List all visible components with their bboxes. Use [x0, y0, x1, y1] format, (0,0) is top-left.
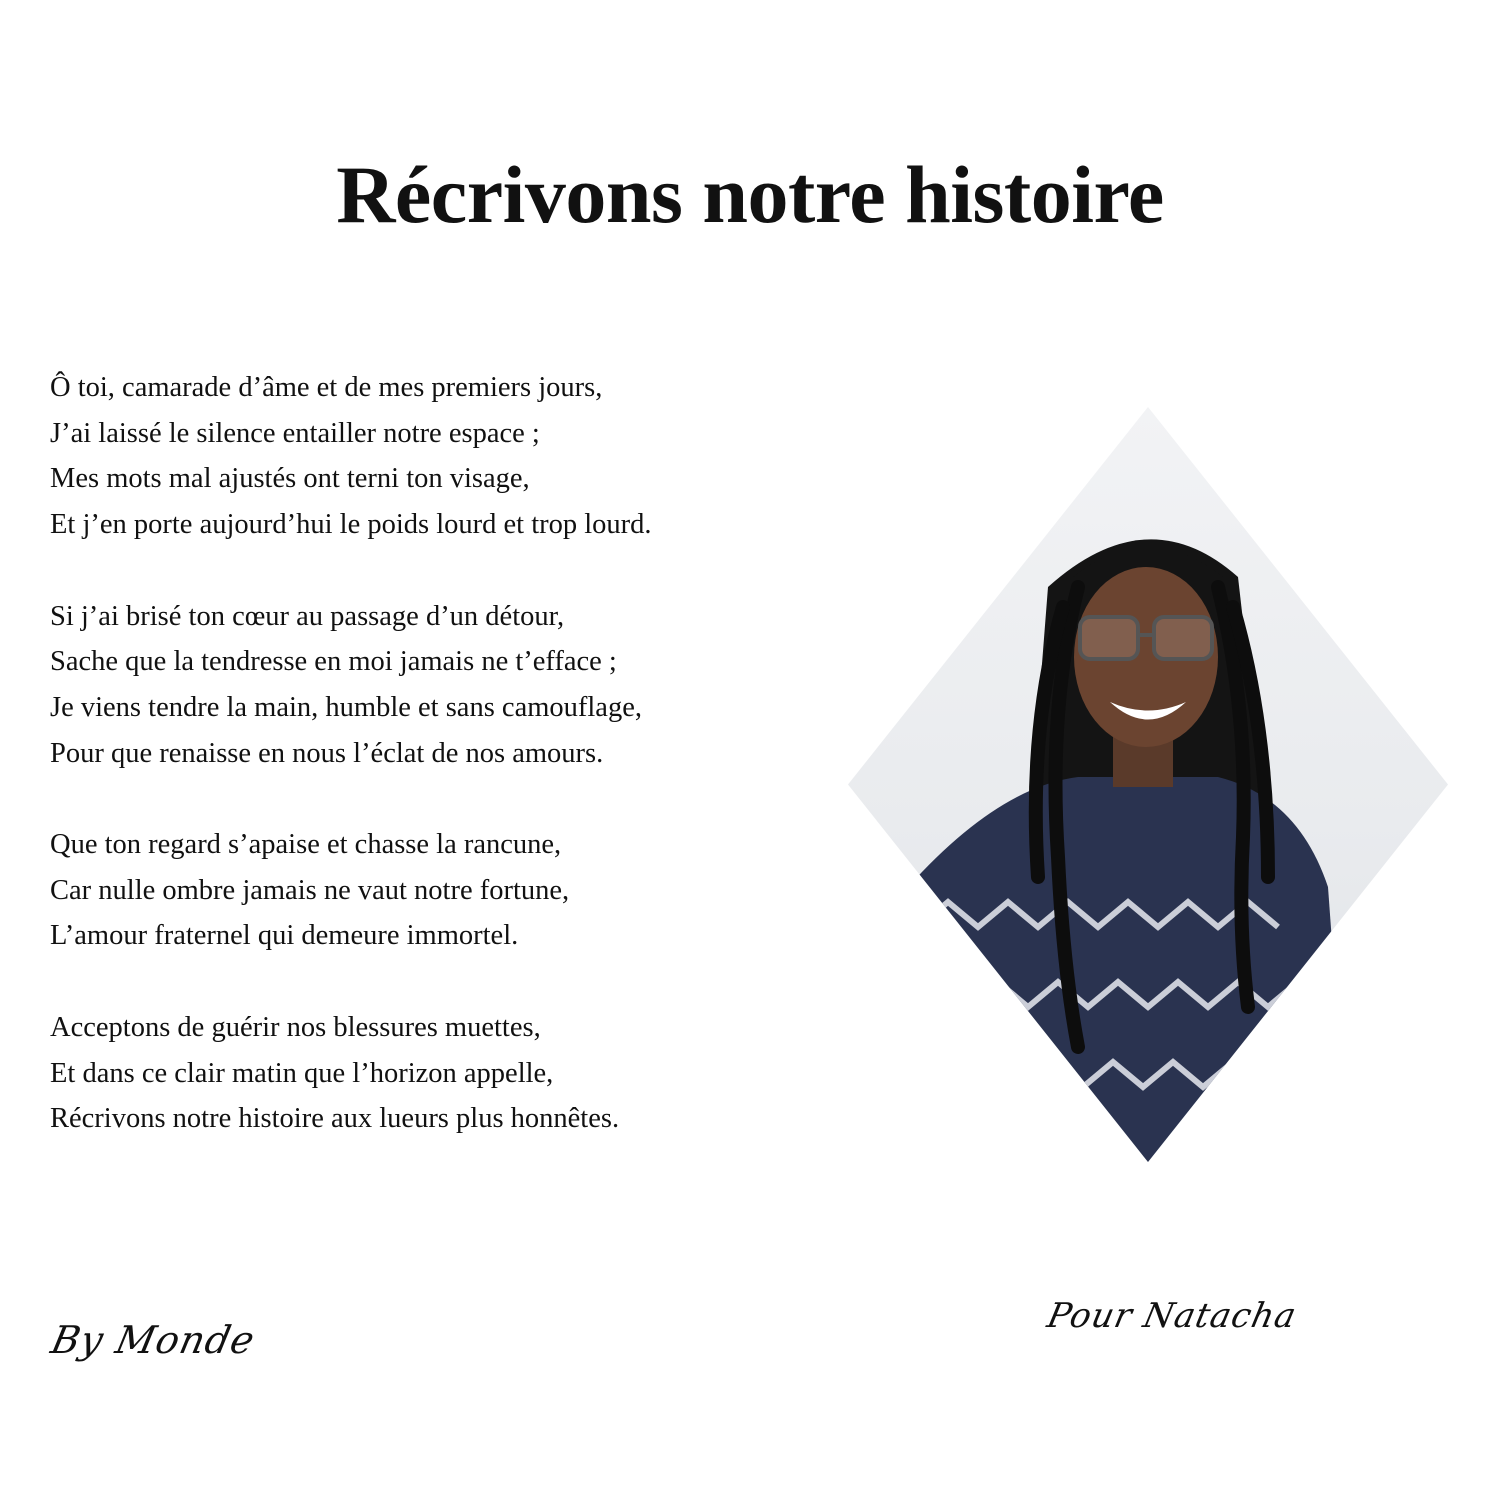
- stanza: [50, 822, 840, 959]
- poem-line: J’ai laissé le silence entailler notre espace ;: [50, 417, 540, 449]
- stanza: [50, 1005, 840, 1142]
- poem-line: Pour que renaisse en nous l’éclat de nos amours.: [50, 737, 604, 769]
- poem-title: Récrivons notre histoire: [336, 149, 1164, 240]
- poem-line: L’amour fraternel qui demeure immortel.: [50, 920, 519, 952]
- poem-line: Je viens tendre la main, humble et sans camouflage,: [50, 691, 642, 723]
- dedication-signature: Pour Natacha: [1043, 1296, 1301, 1336]
- poem-body: [50, 365, 840, 1188]
- stanza: [50, 594, 840, 777]
- poem-line: Si j’ai brisé ton cœur au passage d’un détour,: [50, 600, 565, 632]
- portrait-illustration: [848, 407, 1448, 1162]
- portrait-photo-diamond: [848, 407, 1448, 1162]
- author-signature: By Monde: [47, 1318, 260, 1362]
- poem-line: Récrivons notre histoire aux lueurs plus honnêtes.: [50, 1103, 620, 1135]
- poem-line: Sache que la tendresse en moi jamais ne t’efface ;: [50, 646, 617, 678]
- poem-line: Car nulle ombre jamais ne vaut notre fortune,: [50, 874, 570, 906]
- stanza: [50, 365, 840, 548]
- poem-line: Mes mots mal ajustés ont terni ton visage,: [50, 463, 530, 495]
- poem-line: Que ton regard s’apaise et chasse la rancune,: [50, 829, 562, 860]
- poem-line: Et j’en porte aujourd’hui le poids lourd et trop lourd.: [50, 509, 652, 541]
- poem-line: Acceptons de guérir nos blessures muettes,: [50, 1011, 541, 1043]
- poem-line: Et dans ce clair matin que l’horizon appelle,: [50, 1057, 554, 1089]
- poem-line: Ô toi, camarade d’âme et de mes premiers jours,: [50, 372, 603, 403]
